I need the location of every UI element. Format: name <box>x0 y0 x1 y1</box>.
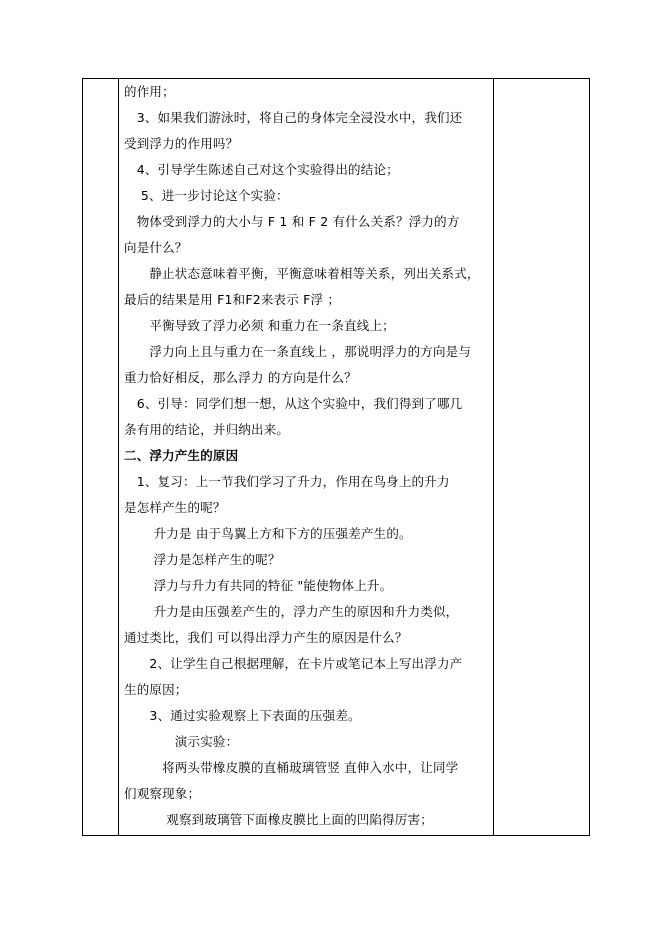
text-line: 将两头带橡皮膜的直桶玻璃管竖 直伸入水中，让同学 <box>124 760 459 775</box>
text-line: 浮力与升力有共同的特征 "能使物体上升。 <box>124 578 393 593</box>
text-line: 演示实验： <box>124 734 239 749</box>
column-divider-left <box>118 79 119 835</box>
text-line: 2、让学生自己根据理解，在卡片或笔记本上写出浮力产 <box>124 656 463 671</box>
column-divider-right <box>493 79 494 835</box>
text-line: 浮力是怎样产生的呢？ <box>124 552 281 567</box>
lesson-table <box>82 78 590 836</box>
text-line: 最后的结果是用 F1和F2来表示 F浮 ； <box>124 292 341 307</box>
text-line: 是怎样产生的呢？ <box>124 500 226 515</box>
text-line: 1、复习：上一节我们学习了升力，作用在鸟身上的升力 <box>124 474 450 489</box>
text-line: 6、引导：同学们想一想，从这个实验中，我们得到了哪几 <box>124 396 463 411</box>
text-line: 受到浮力的作用吗？ <box>124 136 239 151</box>
text-line: 生的原因； <box>124 682 188 697</box>
text-line: 通过类比，我们 可以得出浮力产生的原因是什么？ <box>124 630 408 645</box>
text-line: 重力恰好相反，那么浮力 的方向是什么？ <box>124 370 357 385</box>
text-line: 平衡导致了浮力必须 和重力在一条直线上； <box>124 318 395 333</box>
text-line: 5、进一步讨论这个实验： <box>124 188 289 203</box>
text-line: 条有用的结论，并归纳出来。 <box>124 422 290 437</box>
text-line: 向是什么？ <box>124 240 188 255</box>
text-line: 的作用； <box>124 84 175 99</box>
text-line: 观察到玻璃管下面橡皮膜比上面的凹陷得厉害； <box>124 812 433 827</box>
section-heading: 二、浮力产生的原因 <box>124 448 239 463</box>
text-line: 浮力向上且与重力在一条直线上 ，那说明浮力的方向是与 <box>124 344 472 359</box>
text-line: 升力是 由于鸟翼上方和下方的压强差产生的。 <box>124 526 412 541</box>
text-line: 升力是由压强差产生的，浮力产生的原因和升力类似， <box>124 604 459 619</box>
text-line: 3、如果我们游泳时，将自己的身体完全浸没水中，我们还 <box>124 110 463 125</box>
content-cell <box>124 79 489 835</box>
text-line: 物体受到浮力的大小与 F 1 和 F 2 有什么关系？浮力的方 <box>124 214 460 229</box>
text-line: 4、引导学生陈述自己对这个实验得出的结论； <box>124 162 399 177</box>
text-line: 静止状态意味着平衡，平衡意味着相等关系，列出关系式， <box>124 266 480 281</box>
text-line: 们观察现象； <box>124 786 201 801</box>
text-line: 3、通过实验观察上下表面的压强差。 <box>124 708 361 723</box>
